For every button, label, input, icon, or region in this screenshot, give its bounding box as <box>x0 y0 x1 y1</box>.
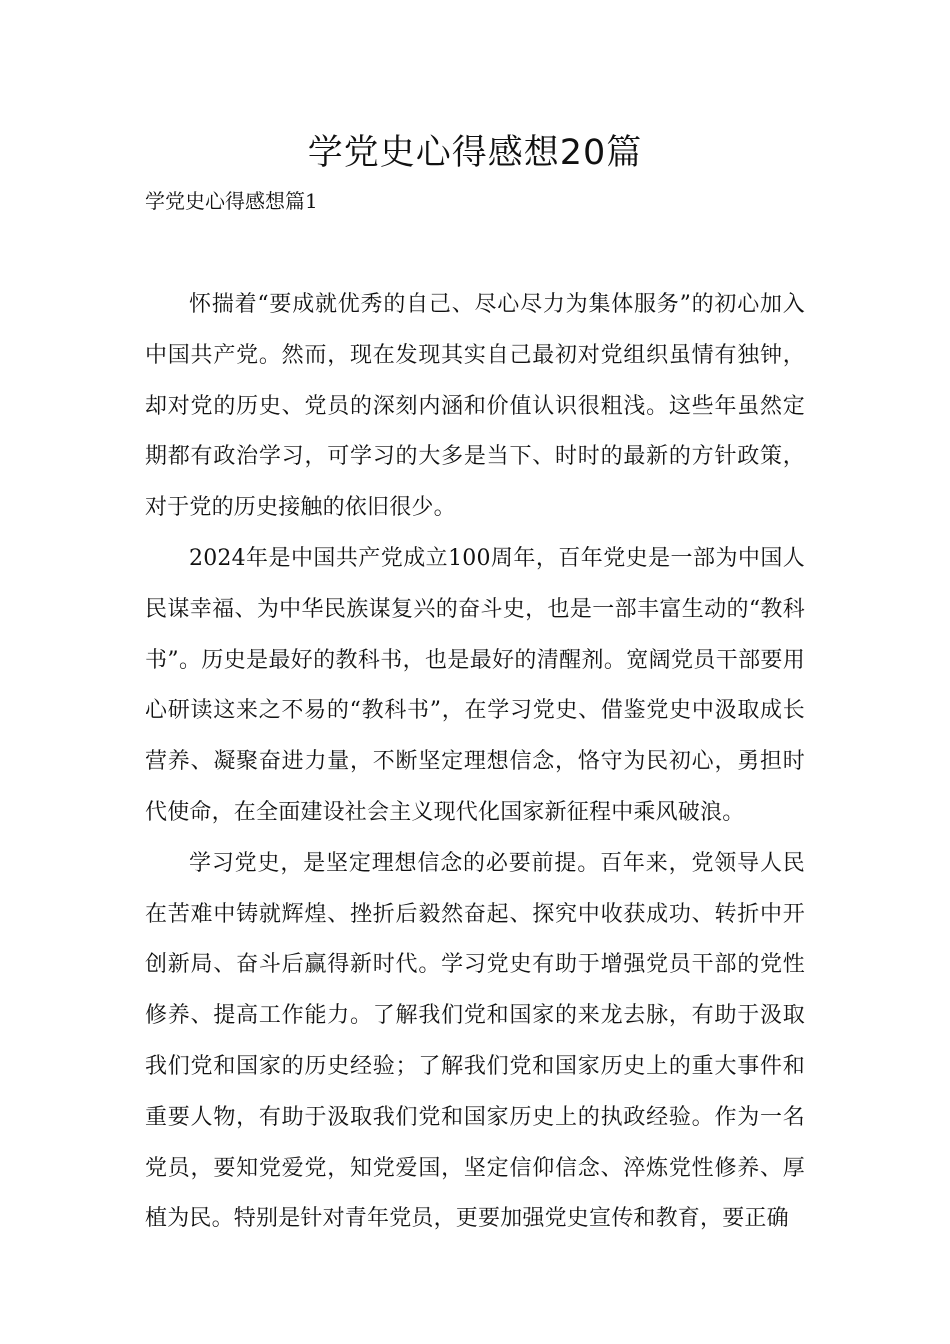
paragraph-1: 怀揣着“要成就优秀的自己、尽心尽力为集体服务”的初心加入中国共产党。然而，现在发现其实自己最初对党组织虽情有独钟，却对党的历史、党员的深刻内涵和价值认识很粗浅。这些年虽然定期都有政治学习，可学习的大多是当下、时时的最新的方针政策，对于党的历史接触的依旧很少。 <box>145 292 805 521</box>
section-heading: 学党史心得感想篇1 <box>145 189 318 213</box>
paragraph-3: 学习党史，是坚定理想信念的必要前提。百年来，党领导人民在苦难中铸就辉煌、挫折后毅然奋起、探究中收获成功、转折中开创新局、奋斗后赢得新时代。学习党史有助于增强党员干部的党性修养、提高工作能力。了解我们党和国家的来龙去脉，有助于汲取我们党和国家的历史经验；了解我们党和国家历史上的重大事件和重要人物，有助于汲取我们党和国家历史上的执政经验。作为一名党员，要知党爱党，知党爱国，坚定信仰信念、淬炼党性修养、厚植为民。特别是针对青年党员，更要加强党史宣传和教育，要正确 <box>145 850 805 1232</box>
paragraph-2: 2024年是中国共产党成立100周年，百年党史是一部为中国人民谋幸福、为中华民族谋复兴的奋斗史，也是一部丰富生动的“教科书”。历史是最好的教科书，也是最好的清醒剂。宽阔党员干部要用心研读这来之不易的“教科书”，在学习党史、借鉴党史中汲取成长营养、凝聚奋进力量，不断坚定理想信念，恪守为民初心，勇担时代使命，在全面建设社会主义现代化国家新征程中乘风破浪。 <box>145 545 805 825</box>
document-body <box>145 280 805 1245</box>
document-title: 学党史心得感想20篇 <box>307 133 643 173</box>
